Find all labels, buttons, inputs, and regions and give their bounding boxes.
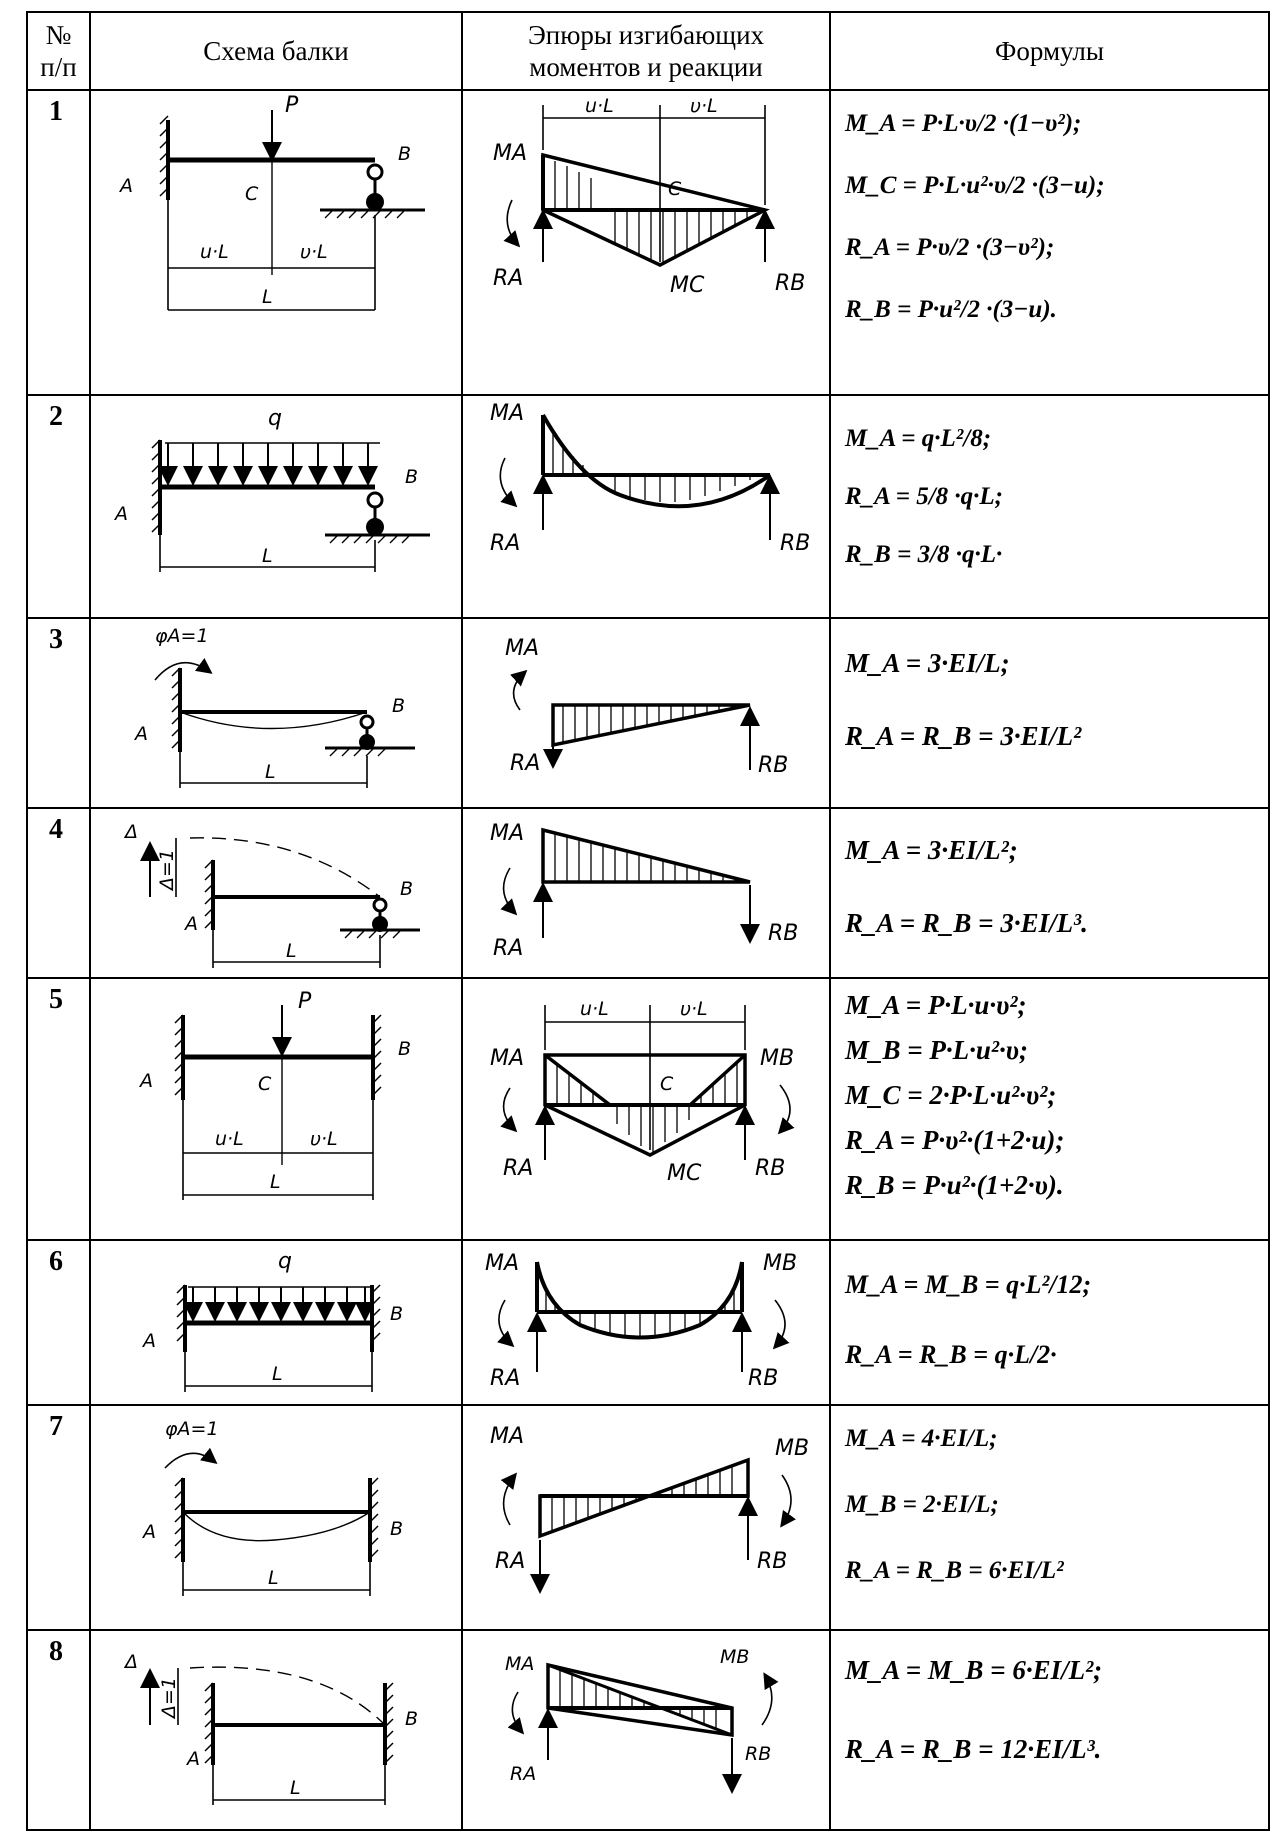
label-MC: MC: [670, 273, 705, 298]
label-A: A: [140, 1070, 153, 1092]
scheme-row-4: [123, 821, 420, 968]
label-C: C: [258, 1073, 272, 1095]
label-L: L: [268, 1567, 279, 1589]
label-L: L: [290, 1777, 301, 1799]
label-L: L: [272, 1363, 283, 1385]
formula: M_A = 3·EI/L²;: [845, 835, 1018, 865]
formula: R_A = R_B = 3·EI/L³.: [845, 908, 1088, 938]
label-MC: MC: [667, 1161, 702, 1186]
header-number: № п/п: [40, 20, 77, 82]
label-B: B: [405, 1708, 419, 1730]
formula: M_A = P·L·u·υ²;: [845, 990, 1027, 1020]
label-RA: RA: [490, 531, 521, 556]
label-L: L: [265, 761, 276, 783]
label-L: L: [270, 1171, 281, 1193]
diagram-row-3: [505, 636, 788, 778]
label-uL: u·L: [585, 95, 614, 117]
formula: R_A = R_B = q·L/2·: [845, 1340, 1057, 1369]
label-RA: RA: [510, 1763, 537, 1785]
formula: M_B = 2·EI/L;: [845, 1491, 999, 1518]
label-vL: υ·L: [300, 241, 328, 263]
label-RA: RA: [493, 266, 524, 291]
label-RB: RB: [745, 1743, 772, 1765]
label-L: L: [286, 940, 297, 962]
label-A: A: [143, 1330, 156, 1352]
label-RA: RA: [503, 1156, 534, 1181]
label-delta: Δ: [125, 1651, 138, 1673]
row-number: 8: [49, 1636, 63, 1667]
label-A: A: [185, 913, 198, 935]
label-MA: MA: [505, 636, 540, 661]
label-B: B: [400, 878, 414, 900]
label-B: B: [392, 695, 406, 717]
label-MA: MA: [490, 401, 525, 426]
formula: R_B = P·u²·(1+2·υ).: [845, 1170, 1064, 1200]
formula: M_A = M_B = q·L²/12;: [845, 1270, 1092, 1299]
label-B: B: [405, 466, 419, 488]
label-C: C: [660, 1073, 674, 1095]
label-A: A: [187, 1748, 200, 1770]
formula: M_A = P·L·υ/2 ·(1−υ²);: [845, 110, 1082, 137]
label-vL: υ·L: [310, 1128, 338, 1150]
label-P: P: [285, 93, 299, 118]
diagram-row-7: [490, 1424, 809, 1590]
label-RB: RB: [748, 1366, 779, 1391]
label-C: C: [668, 178, 682, 200]
label-RB: RB: [755, 1156, 786, 1181]
label-A: A: [143, 1521, 156, 1543]
label-MA: MA: [490, 1046, 525, 1071]
scheme-row-8: [123, 1651, 418, 1805]
label-uL: u·L: [215, 1128, 244, 1150]
label-B: B: [390, 1518, 404, 1540]
label-RB: RB: [780, 531, 811, 556]
scheme-row-2: [113, 406, 430, 572]
label-A: A: [115, 503, 128, 525]
formula: M_A = 3·EI/L;: [845, 648, 1010, 678]
scheme-row-6: [141, 1249, 403, 1392]
diagram-row-5: [490, 998, 794, 1186]
label-phiA: φA=1: [165, 1418, 219, 1440]
label-RB: RB: [768, 921, 799, 946]
label-MA: MA: [505, 1653, 535, 1675]
formula: R_A = 5/8 ·q·L;: [845, 483, 1004, 510]
label-RB: RB: [757, 1549, 788, 1574]
diagram-row-1: [493, 95, 805, 298]
formula: M_A = M_B = 6·EI/L²;: [845, 1655, 1103, 1685]
label-vL: υ·L: [690, 95, 718, 117]
label-RA: RA: [510, 751, 541, 776]
label-MA: MA: [485, 1251, 520, 1276]
formula: M_C = 2·P·L·u²·υ²;: [845, 1080, 1057, 1110]
row-number: 5: [49, 984, 63, 1015]
formula: M_A = q·L²/8;: [845, 425, 992, 452]
label-uL: u·L: [200, 241, 229, 263]
diagram-row-4: [490, 821, 798, 961]
row-number: 2: [49, 401, 63, 432]
label-delta1: Δ=1: [158, 1676, 180, 1718]
label-B: B: [398, 1038, 412, 1060]
header-formulas: Формулы: [995, 36, 1104, 66]
scheme-row-1: [118, 93, 425, 310]
label-q: q: [268, 406, 282, 431]
label-phiA: φA=1: [155, 625, 209, 647]
label-RA: RA: [490, 1366, 521, 1391]
diagram-row-2: [490, 401, 810, 556]
formula: R_A = P·υ/2 ·(3−υ²);: [845, 234, 1055, 261]
row-number: 6: [49, 1246, 63, 1277]
label-delta: Δ: [125, 821, 138, 843]
header-scheme: Схема балки: [203, 36, 349, 66]
label-A: A: [135, 723, 148, 745]
label-RA: RA: [493, 936, 524, 961]
formula: R_A = R_B = 12·EI/L³.: [845, 1734, 1102, 1764]
label-B: B: [398, 143, 412, 165]
label-delta1: Δ=1: [156, 848, 178, 890]
scheme-row-5: [138, 989, 411, 1200]
label-MA: MA: [490, 821, 525, 846]
label-vL: υ·L: [680, 998, 708, 1020]
formula: M_B = P·L·u²·υ;: [845, 1035, 1028, 1065]
label-RB: RB: [775, 271, 806, 296]
formula: M_A = 4·EI/L;: [845, 1425, 998, 1452]
scheme-row-7: [141, 1418, 403, 1596]
formula: R_A = P·υ²·(1+2·u);: [845, 1125, 1065, 1155]
row-number: 3: [49, 624, 63, 655]
row-number: 4: [49, 814, 63, 845]
formula: R_B = P·u²/2 ·(3−u).: [845, 296, 1057, 323]
label-MA: MA: [490, 1424, 525, 1449]
label-MB: MB: [760, 1046, 795, 1071]
formula: R_A = R_B = 6·EI/L²: [845, 1557, 1064, 1584]
formula: M_C = P·L·u²·υ/2 ·(3−u);: [845, 172, 1105, 199]
label-P: P: [298, 989, 312, 1014]
label-RB: RB: [758, 753, 789, 778]
label-L: L: [262, 545, 273, 567]
label-MA: MA: [493, 141, 528, 166]
label-uL: u·L: [580, 998, 609, 1020]
row-number: 7: [49, 1411, 63, 1442]
label-q: q: [278, 1249, 292, 1274]
label-MB: MB: [763, 1251, 798, 1276]
diagram-row-6: [485, 1251, 797, 1391]
formula: R_B = 3/8 ·q·L·: [845, 541, 1003, 568]
label-A: A: [120, 175, 133, 197]
header-diagram: Эпюры изгибающих моментов и реакции: [527, 20, 765, 82]
diagram-row-8: [505, 1646, 772, 1790]
label-MB: MB: [775, 1436, 810, 1461]
label-C: C: [245, 183, 259, 205]
label-B: B: [390, 1303, 404, 1325]
label-L: L: [262, 286, 273, 308]
label-RA: RA: [495, 1549, 526, 1574]
label-MB: MB: [720, 1646, 750, 1668]
formula: R_A = R_B = 3·EI/L²: [845, 721, 1082, 751]
scheme-row-3: [133, 625, 415, 788]
row-number: 1: [49, 96, 63, 127]
